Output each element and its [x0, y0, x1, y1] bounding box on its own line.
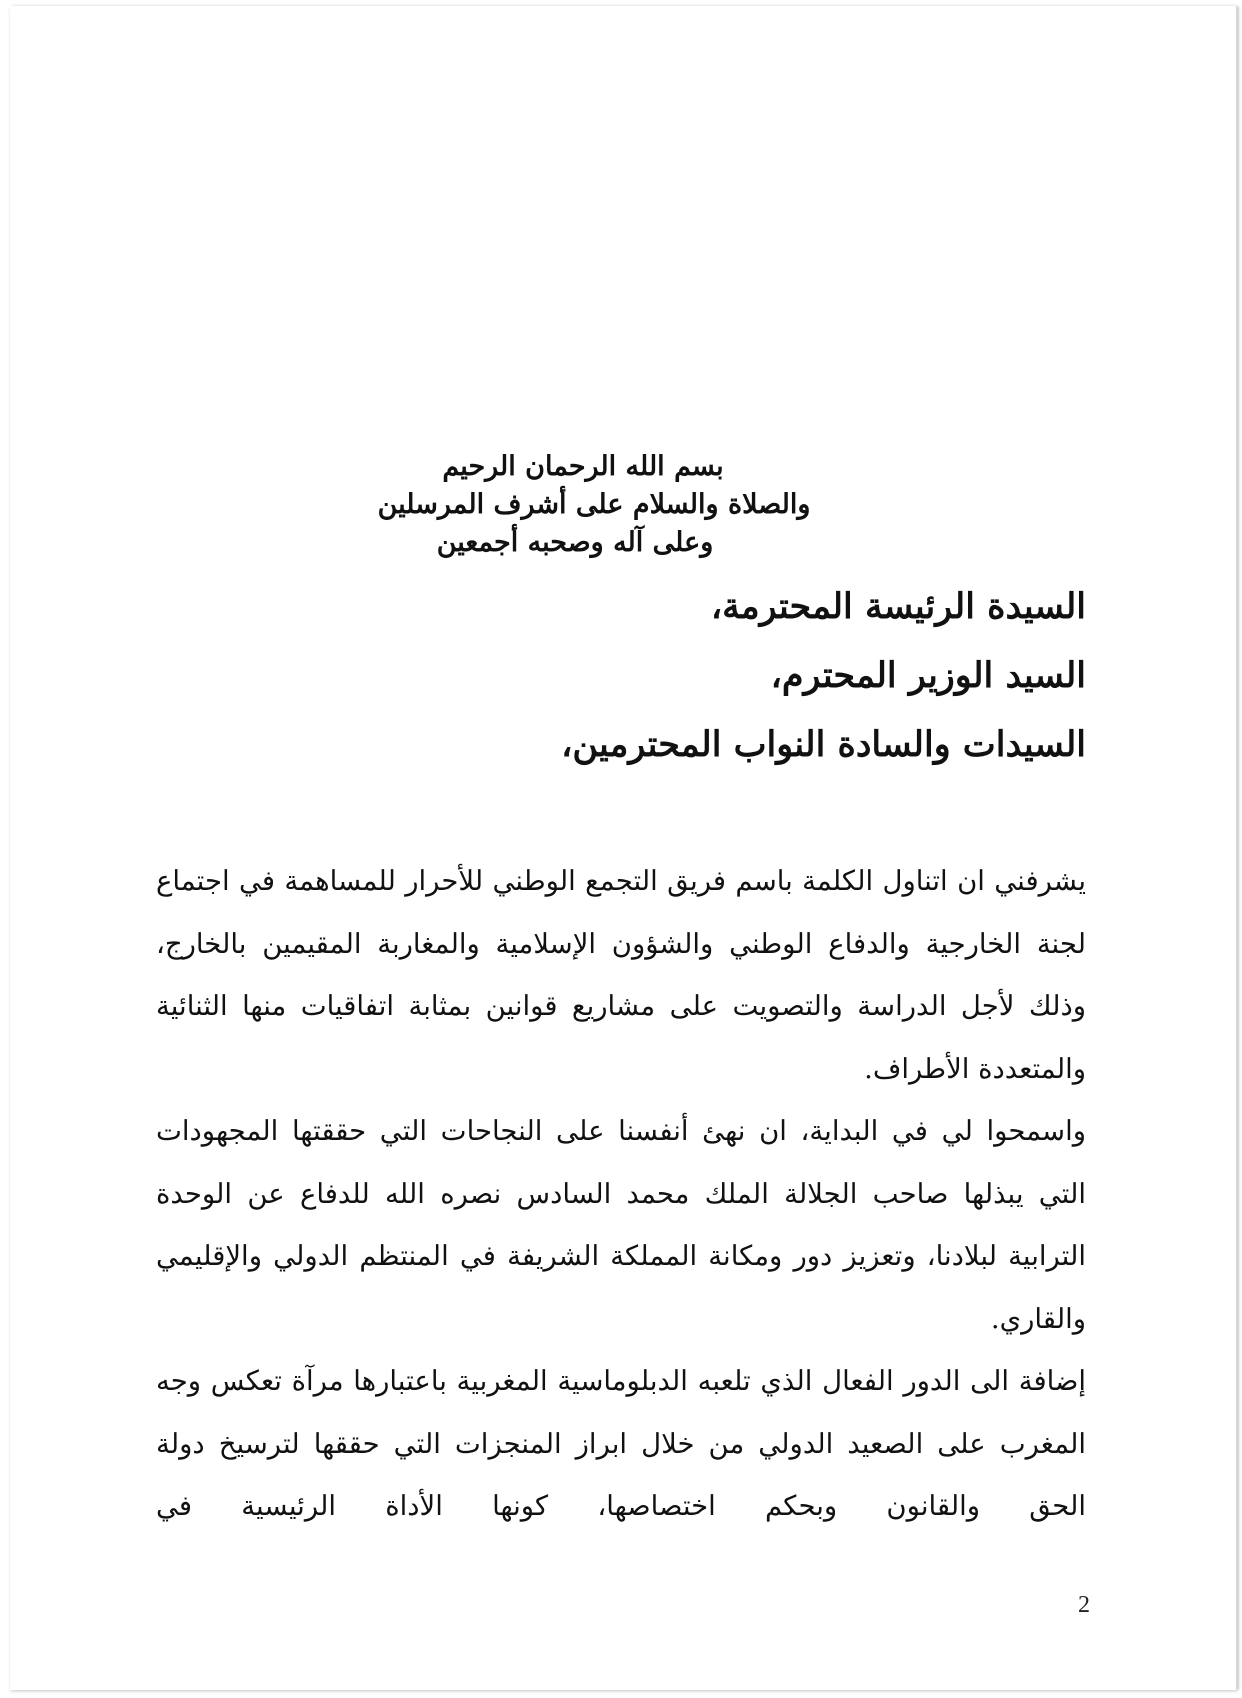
salutations [186, 572, 1086, 779]
invocation-line-3: وعلى آله وصحبه أجمعين [436, 527, 714, 558]
page-number: 2 [1078, 1592, 1090, 1618]
salutation-deputies: السيدات والسادة النواب المحترمين، [561, 724, 1086, 765]
invocation-line-2: والصلاة والسلام على أشرف المرسلين [377, 489, 811, 520]
invocation-line-1: بسم الله الرحمان الرحيم [442, 451, 724, 482]
salutation-minister: السيد الوزير المحترم، [770, 655, 1086, 696]
speech-body [156, 850, 1086, 1538]
paragraph-diplomacy: إضافة الى الدور الفعال الذي تلعبه الدبلوماسية المغربية باعتبارها مرآة تعكس وجه المغرب على الصعيد الدولي من خلال ابراز المنجزات التي حققها لترسيخ دولة الحق والقانون وبحكم اختصاصها، كونها الأداة الرئيسية في [156, 1365, 1086, 1522]
salutation-president: السيدة الرئيسة المحترمة، [710, 586, 1086, 627]
paragraph-intro: يشرفني ان اتناول الكلمة باسم فريق التجمع الوطني للأحرار للمساهمة في اجتماع لجنة الخارجية والدفاع الوطني والشؤون الإسلامية والمغاربة المقيمين بالخارج، وذلك لأجل الدراسة والتصويت على مشاريع قوانين بمثابة اتفاقيات منها الثنائية والمتعددة الأطراف. [156, 865, 1086, 1085]
opening-invocation [0, 448, 1242, 562]
paragraph-congratulations: واسمحوا لي في البداية، ان نهئ أنفسنا على النجاحات التي حققتها المجهودات التي يبذلها صاحب الجلالة الملك محمد السادس نصره الله للدفاع عن الوحدة الترابية لبلادنا، وتعزيز دور ومكانة المملكة الشريفة في المنتظم الدولي والإقليمي والقاري. [156, 1115, 1086, 1335]
